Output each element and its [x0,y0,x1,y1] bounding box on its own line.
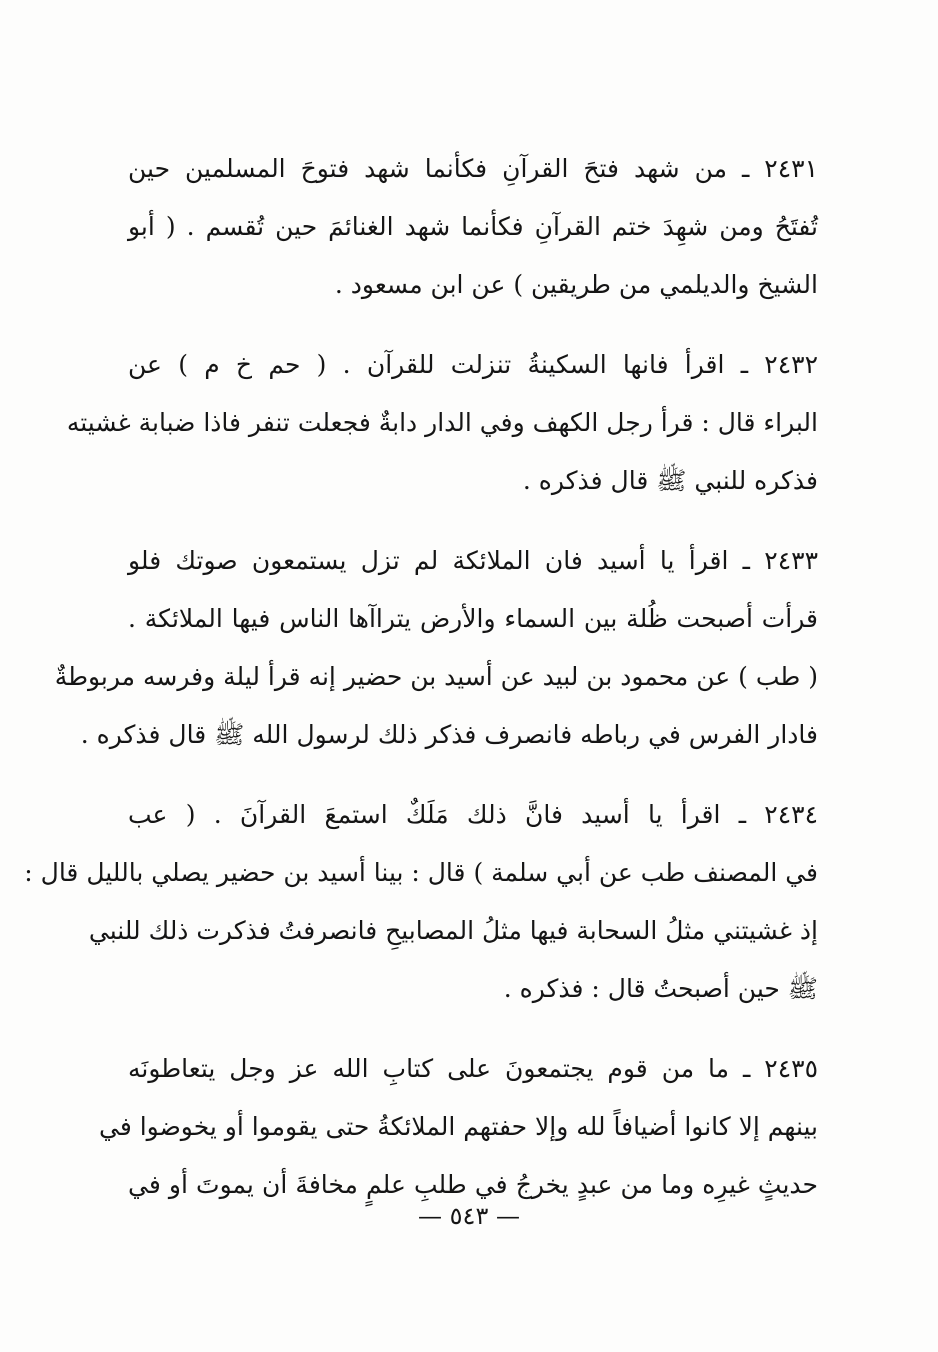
text-line: إذ غشيتني مثلُ السحابة فيها مثلُ المصابيحِ فانصرفتُ فذكرت ذلك للنبي [88,916,818,945]
text-line: فذكره للنبي ﷺ قال فذكره . [522,466,818,495]
text-line: ٢٤٣٣ ـ اقرأ يا أسيد فان الملائكة لم تزل يستمعون صوتك فلو [128,546,818,575]
text-line: حديثٍ غيرِه وما من عبدٍ يخرجُ في طلبِ علمٍ مخافةَ أن يموتَ أو في [128,1170,818,1199]
text-line: البراء قال : قرأ رجل الكهف وفي الدار دابةٌ فجعلت تنفر فاذا ضبابة غشيته [66,408,818,437]
text-line: تُفتَحُ ومن شهِدَ ختم القرآنِ فكأنما شهد الغنائمَ حين تُقسم . ( أبو [128,212,818,241]
hadith-text-block [24,140,818,1236]
hadith-entry-2434 [24,786,818,1018]
hadith-entry-2433 [54,532,818,764]
text-line: ٢٤٣٤ ـ اقرأ يا أسيد فانَّ ذلك مَلَكٌ استمعَ القرآنَ . ( عب [128,800,818,829]
text-line: ٢٤٣٢ ـ اقرأ فانها السكينةُ تنزلت للقرآن . ( حم خ م ) عن [128,350,818,379]
text-line: ( طب ) عن محمود بن لبيد عن أسيد بن حضير إنه قرأ ليلة وفرسه مربوطةٌ [54,662,818,691]
text-line: الشيخ والديلمي من طريقين ) عن ابن مسعود . [334,270,818,299]
hadith-entry-2431 [128,140,818,314]
text-line: ٢٤٣٥ ـ ما من قوم يجتمعونَ على كتابِ الله عز وجل يتعاطونَه [128,1054,818,1083]
hadith-entry-2432 [66,336,818,510]
text-line: في المصنف طب عن أبي سلمة ) قال : بينا أسيد بن حضير يصلي بالليل قال : [24,858,818,887]
text-line: بينهم إلا كانوا أضيافاً لله وإلا حفتهم الملائكةُ حتى يقوموا أو يخوضوا في [98,1112,818,1141]
text-line: فادار الفرس في رباطه فانصرف فذكر ذلك لرسول الله ﷺ قال فذكره . [80,720,818,749]
page-number: — ٥٤٣ — [418,1202,520,1230]
hadith-entry-2435 [98,1040,818,1214]
text-line: ﷺ حين أصبحتُ قال : فذكره . [503,974,818,1003]
text-line: ٢٤٣١ ـ من شهد فتحَ القرآنِ فكأنما شهد فتوحَ المسلمين حين [128,154,818,183]
text-line: قرأت أصبحت ظُلة بين السماء والأرض يتراآها الناس فيها الملائكة . [128,604,818,633]
